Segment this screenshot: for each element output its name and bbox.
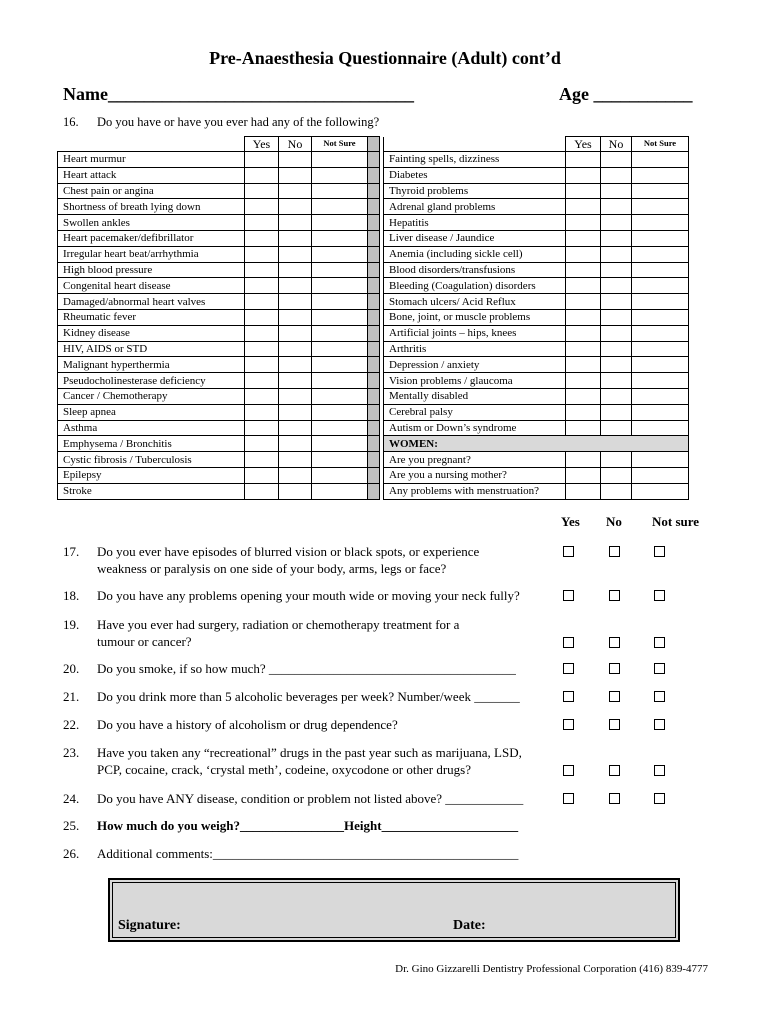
answer-checkbox-cell[interactable]	[279, 436, 312, 452]
answer-checkbox-cell[interactable]	[601, 404, 632, 420]
answer-checkbox-cell[interactable]	[312, 388, 368, 404]
weight-height-field[interactable]: How much do you weigh?________________Height_____________________	[97, 818, 519, 833]
answer-checkbox-cell[interactable]	[245, 436, 279, 452]
question-text: Do you have a history of alcoholism or drug dependence?	[97, 717, 398, 732]
not-sure-column-header: Not sure	[652, 514, 700, 529]
no-column-header: No	[606, 514, 622, 529]
table-row	[58, 357, 689, 373]
table-row	[58, 420, 689, 436]
answer-checkbox-cell[interactable]	[245, 246, 279, 262]
answer-checkbox-cell[interactable]	[279, 262, 312, 278]
condition-label: Autism or Down’s syndrome	[384, 420, 566, 436]
answer-checkbox-cell[interactable]	[312, 309, 368, 325]
answer-checkbox-cell[interactable]	[566, 167, 601, 183]
answer-checkbox-cell[interactable]	[632, 388, 689, 404]
condition-label: Blood disorders/transfusions	[384, 262, 566, 278]
page-title: Pre-Anaesthesia Questionnaire (Adult) cont’d	[209, 48, 561, 68]
table-row	[58, 199, 689, 215]
answer-checkbox-cell[interactable]	[245, 262, 279, 278]
answer-checkbox-cell[interactable]	[245, 341, 279, 357]
age-field[interactable]: Age ___________	[559, 84, 693, 104]
table-divider	[368, 199, 380, 215]
no-checkbox[interactable]	[609, 719, 620, 730]
answer-checkbox-cell[interactable]	[601, 373, 632, 389]
answer-checkbox-cell[interactable]	[312, 341, 368, 357]
answer-checkbox-cell[interactable]	[632, 183, 689, 199]
not-sure-checkbox[interactable]	[654, 691, 665, 702]
table-header-cell	[58, 137, 245, 152]
answer-checkbox-cell[interactable]	[566, 246, 601, 262]
answer-checkbox-cell[interactable]	[632, 230, 689, 246]
table-row	[58, 230, 689, 246]
table-row	[58, 215, 689, 231]
date-label: Date:	[453, 918, 486, 933]
answer-checkbox-cell[interactable]	[601, 341, 632, 357]
answer-checkbox-cell[interactable]	[245, 467, 279, 483]
answer-checkbox-cell[interactable]	[312, 467, 368, 483]
condition-label: Depression / anxiety	[384, 357, 566, 373]
condition-label: Stomach ulcers/ Acid Reflux	[384, 294, 566, 310]
table-row	[58, 152, 689, 168]
question-number: 26.	[63, 846, 80, 861]
question-number: 18.	[63, 588, 80, 603]
answer-checkbox-cell[interactable]	[632, 278, 689, 294]
answer-checkbox-cell[interactable]	[245, 420, 279, 436]
answer-checkbox-cell[interactable]	[312, 278, 368, 294]
footer-text: Dr. Gino Gizzarelli Dentistry Professional Corporation (416) 839-4777	[395, 963, 708, 975]
condition-label: Heart murmur	[58, 152, 245, 168]
no-checkbox[interactable]	[609, 637, 620, 648]
answer-checkbox-cell[interactable]	[632, 325, 689, 341]
answer-checkbox-cell[interactable]	[566, 341, 601, 357]
not-sure-checkbox[interactable]	[654, 590, 665, 601]
table-divider	[368, 325, 380, 341]
answer-checkbox-cell[interactable]	[566, 183, 601, 199]
answer-checkbox-cell[interactable]	[312, 246, 368, 262]
answer-checkbox-cell[interactable]	[312, 452, 368, 468]
answer-checkbox-cell[interactable]	[632, 420, 689, 436]
answer-checkbox-cell[interactable]	[279, 325, 312, 341]
condition-label: Anemia (including sickle cell)	[384, 246, 566, 262]
yes-checkbox[interactable]	[563, 691, 574, 702]
answer-checkbox-cell[interactable]	[632, 452, 689, 468]
condition-label: Rheumatic fever	[58, 309, 245, 325]
answer-checkbox-cell[interactable]	[632, 294, 689, 310]
condition-label: Swollen ankles	[58, 215, 245, 231]
answer-checkbox-cell[interactable]	[312, 230, 368, 246]
condition-label: Fainting spells, dizziness	[384, 152, 566, 168]
answer-checkbox-cell[interactable]	[312, 436, 368, 452]
answer-checkbox-cell[interactable]	[632, 199, 689, 215]
condition-label: Epilepsy	[58, 467, 245, 483]
answer-checkbox-cell[interactable]	[312, 152, 368, 168]
table-row	[58, 388, 689, 404]
not-sure-checkbox[interactable]	[654, 637, 665, 648]
not-sure-checkbox[interactable]	[654, 793, 665, 804]
table-row	[58, 341, 689, 357]
answer-checkbox-cell[interactable]	[601, 388, 632, 404]
condition-label: HIV, AIDS or STD	[58, 341, 245, 357]
condition-label: Kidney disease	[58, 325, 245, 341]
column-header: Not Sure	[632, 137, 689, 152]
answer-checkbox-cell[interactable]	[245, 183, 279, 199]
answer-checkbox-cell[interactable]	[566, 262, 601, 278]
condition-label: Liver disease / Jaundice	[384, 230, 566, 246]
answer-checkbox-cell[interactable]	[566, 325, 601, 341]
answer-checkbox-cell[interactable]	[279, 420, 312, 436]
answer-checkbox-cell[interactable]	[601, 278, 632, 294]
answer-checkbox-cell[interactable]	[312, 183, 368, 199]
name-field[interactable]: Name__________________________________	[63, 84, 414, 104]
answer-checkbox-cell[interactable]	[279, 483, 312, 499]
answer-checkbox-cell[interactable]	[566, 230, 601, 246]
question-text: Have you ever had surgery, radiation or chemotherapy treatment for a	[97, 617, 460, 632]
yes-column-header: Yes	[561, 514, 580, 529]
answer-checkbox-cell[interactable]	[566, 357, 601, 373]
answer-checkbox-cell[interactable]	[601, 246, 632, 262]
question-text: Do you have any problems opening your mouth wide or moving your neck fully?	[97, 588, 520, 603]
answer-checkbox-cell[interactable]	[632, 167, 689, 183]
condition-label: Any problems with menstruation?	[384, 483, 566, 499]
answer-checkbox-cell[interactable]	[245, 278, 279, 294]
question-text: Do you ever have episodes of blurred vision or black spots, or experience	[97, 544, 480, 559]
answer-checkbox-cell[interactable]	[312, 215, 368, 231]
answer-checkbox-cell[interactable]	[601, 152, 632, 168]
not-sure-checkbox[interactable]	[654, 719, 665, 730]
condition-label: Are you pregnant?	[384, 452, 566, 468]
answer-checkbox-cell[interactable]	[245, 483, 279, 499]
answer-checkbox-cell[interactable]	[632, 152, 689, 168]
table-divider	[368, 278, 380, 294]
answer-checkbox-cell[interactable]	[601, 167, 632, 183]
condition-label: Chest pain or angina	[58, 183, 245, 199]
answer-checkbox-cell[interactable]	[312, 167, 368, 183]
condition-label: Sleep apnea	[58, 404, 245, 420]
answer-checkbox-cell[interactable]	[245, 357, 279, 373]
answer-checkbox-cell[interactable]	[601, 467, 632, 483]
answer-checkbox-cell[interactable]	[312, 420, 368, 436]
condition-label: Heart attack	[58, 167, 245, 183]
answer-checkbox-cell[interactable]	[279, 341, 312, 357]
signature-label: Signature:	[118, 918, 181, 933]
answer-checkbox-cell[interactable]	[245, 167, 279, 183]
question-number: 20.	[63, 661, 80, 676]
table-divider	[368, 230, 380, 246]
table-divider	[368, 215, 380, 231]
condition-label: Cerebral palsy	[384, 404, 566, 420]
condition-label: WOMEN:	[384, 436, 689, 452]
answer-checkbox-cell[interactable]	[632, 262, 689, 278]
condition-label: Cystic fibrosis / Tuberculosis	[58, 452, 245, 468]
table-divider	[368, 183, 380, 199]
answer-checkbox-cell[interactable]	[566, 467, 601, 483]
column-header: No	[601, 137, 632, 152]
table-divider	[368, 373, 380, 389]
table-row	[58, 309, 689, 325]
table-row	[58, 325, 689, 341]
column-header: Yes	[245, 137, 279, 152]
answer-checkbox-cell[interactable]	[632, 467, 689, 483]
answer-checkbox-cell[interactable]	[632, 404, 689, 420]
answer-checkbox-cell[interactable]	[632, 357, 689, 373]
answer-checkbox-cell[interactable]	[312, 404, 368, 420]
answer-checkbox-cell[interactable]	[245, 452, 279, 468]
question-number: 16.	[63, 115, 79, 129]
condition-label: Stroke	[58, 483, 245, 499]
additional-comments-field[interactable]: Additional comments:_______________________________________________	[97, 846, 519, 861]
answer-checkbox-cell[interactable]	[279, 467, 312, 483]
yes-checkbox[interactable]	[563, 765, 574, 776]
question-number: 24.	[63, 791, 80, 806]
table-divider	[368, 388, 380, 404]
question-number: 23.	[63, 745, 80, 760]
answer-checkbox-cell[interactable]	[312, 357, 368, 373]
answer-checkbox-cell[interactable]	[601, 325, 632, 341]
answer-checkbox-cell[interactable]	[279, 373, 312, 389]
question-text: Do you drink more than 5 alcoholic beverages per week? Number/week _______	[97, 689, 520, 704]
answer-checkbox-cell[interactable]	[245, 309, 279, 325]
table-divider	[368, 294, 380, 310]
table-divider	[368, 246, 380, 262]
answer-checkbox-cell[interactable]	[601, 183, 632, 199]
condition-label: Are you a nursing mother?	[384, 467, 566, 483]
answer-checkbox-cell[interactable]	[279, 183, 312, 199]
condition-label: Heart pacemaker/defibrillator	[58, 230, 245, 246]
no-checkbox[interactable]	[609, 691, 620, 702]
answer-checkbox-cell[interactable]	[312, 294, 368, 310]
question-text: PCP, cocaine, crack, ‘crystal meth’, codeine, oxycodone or other drugs?	[97, 762, 471, 777]
yes-checkbox[interactable]	[563, 546, 574, 557]
answer-checkbox-cell[interactable]	[245, 388, 279, 404]
no-checkbox[interactable]	[609, 590, 620, 601]
yes-checkbox[interactable]	[563, 663, 574, 674]
answer-checkbox-cell[interactable]	[245, 325, 279, 341]
answer-checkbox-cell[interactable]	[632, 215, 689, 231]
condition-label: Emphysema / Bronchitis	[58, 436, 245, 452]
condition-label: Pseudocholinesterase deficiency	[58, 373, 245, 389]
condition-label: Thyroid problems	[384, 183, 566, 199]
answer-checkbox-cell[interactable]	[632, 373, 689, 389]
table-divider	[368, 483, 380, 499]
column-header: Not Sure	[312, 137, 368, 152]
table-row	[58, 436, 689, 452]
answer-checkbox-cell[interactable]	[245, 373, 279, 389]
table-divider	[368, 404, 380, 420]
answer-checkbox-cell[interactable]	[279, 452, 312, 468]
table-divider	[368, 357, 380, 373]
answer-checkbox-cell[interactable]	[245, 152, 279, 168]
condition-label: Congenital heart disease	[58, 278, 245, 294]
answer-checkbox-cell[interactable]	[601, 230, 632, 246]
answer-checkbox-cell[interactable]	[279, 215, 312, 231]
question-number: 17.	[63, 544, 80, 559]
answer-checkbox-cell[interactable]	[279, 278, 312, 294]
condition-label: Bone, joint, or muscle problems	[384, 309, 566, 325]
signature-box[interactable]	[108, 878, 680, 942]
table-divider	[368, 452, 380, 468]
answer-checkbox-cell[interactable]	[312, 262, 368, 278]
answer-checkbox-cell[interactable]	[566, 373, 601, 389]
answer-checkbox-cell[interactable]	[632, 341, 689, 357]
answer-checkbox-cell[interactable]	[601, 199, 632, 215]
answer-checkbox-cell[interactable]	[601, 420, 632, 436]
condition-label: Malignant hyperthermia	[58, 357, 245, 373]
no-checkbox[interactable]	[609, 793, 620, 804]
table-divider	[368, 436, 380, 452]
table-row	[58, 183, 689, 199]
answer-checkbox-cell[interactable]	[279, 294, 312, 310]
table-row	[58, 452, 689, 468]
table-row	[58, 483, 689, 499]
answer-checkbox-cell[interactable]	[279, 230, 312, 246]
answer-checkbox-cell[interactable]	[279, 309, 312, 325]
table-row	[58, 404, 689, 420]
answer-checkbox-cell[interactable]	[279, 152, 312, 168]
answer-checkbox-cell[interactable]	[632, 309, 689, 325]
answer-checkbox-cell[interactable]	[566, 483, 601, 499]
not-sure-checkbox[interactable]	[654, 546, 665, 557]
condition-label: Diabetes	[384, 167, 566, 183]
table-header-cell	[384, 137, 566, 152]
answer-checkbox-cell[interactable]	[566, 294, 601, 310]
question-text: Do you have ANY disease, condition or problem not listed above? ____________	[97, 791, 524, 806]
condition-label: Adrenal gland problems	[384, 199, 566, 215]
condition-label: Bleeding (Coagulation) disorders	[384, 278, 566, 294]
table-row	[58, 167, 689, 183]
answer-checkbox-cell[interactable]	[566, 452, 601, 468]
condition-label: Mentally disabled	[384, 388, 566, 404]
answer-checkbox-cell[interactable]	[279, 167, 312, 183]
yes-checkbox[interactable]	[563, 637, 574, 648]
not-sure-checkbox[interactable]	[654, 765, 665, 776]
answer-checkbox-cell[interactable]	[245, 294, 279, 310]
answer-checkbox-cell[interactable]	[279, 246, 312, 262]
no-checkbox[interactable]	[609, 663, 620, 674]
answer-checkbox-cell[interactable]	[566, 199, 601, 215]
answer-checkbox-cell[interactable]	[279, 388, 312, 404]
table-divider	[368, 467, 380, 483]
table-divider	[368, 137, 380, 152]
answer-checkbox-cell[interactable]	[601, 262, 632, 278]
answer-checkbox-cell[interactable]	[245, 404, 279, 420]
yes-checkbox[interactable]	[563, 793, 574, 804]
condition-label: Arthritis	[384, 341, 566, 357]
table-row	[58, 373, 689, 389]
question-number: 22.	[63, 717, 80, 732]
table-divider	[368, 420, 380, 436]
condition-label: High blood pressure	[58, 262, 245, 278]
answer-checkbox-cell[interactable]	[601, 215, 632, 231]
table-row	[58, 278, 689, 294]
answer-checkbox-cell[interactable]	[566, 388, 601, 404]
answer-checkbox-cell[interactable]	[566, 420, 601, 436]
answer-checkbox-cell[interactable]	[312, 199, 368, 215]
answer-checkbox-cell[interactable]	[245, 199, 279, 215]
question-text: Do you have or have you ever had any of the following?	[97, 115, 380, 129]
answer-checkbox-cell[interactable]	[245, 215, 279, 231]
table-row	[58, 467, 689, 483]
condition-label: Shortness of breath lying down	[58, 199, 245, 215]
answer-checkbox-cell[interactable]	[601, 452, 632, 468]
answer-checkbox-cell[interactable]	[601, 309, 632, 325]
table-row	[58, 262, 689, 278]
answer-checkbox-cell[interactable]	[279, 357, 312, 373]
answer-checkbox-cell[interactable]	[566, 215, 601, 231]
table-row	[58, 294, 689, 310]
conditions-table	[57, 136, 689, 500]
question-number: 19.	[63, 617, 80, 632]
condition-label: Artificial joints – hips, knees	[384, 325, 566, 341]
condition-label: Asthma	[58, 420, 245, 436]
answer-checkbox-cell[interactable]	[279, 199, 312, 215]
table-row	[58, 246, 689, 262]
answer-checkbox-cell[interactable]	[279, 404, 312, 420]
question-text: Have you taken any “recreational” drugs in the past year such as marijuana, LSD,	[97, 745, 522, 760]
answer-checkbox-cell[interactable]	[601, 483, 632, 499]
answer-checkbox-cell[interactable]	[566, 309, 601, 325]
table-divider	[368, 167, 380, 183]
condition-label: Cancer / Chemotherapy	[58, 388, 245, 404]
column-header: Yes	[566, 137, 601, 152]
table-divider	[368, 341, 380, 357]
question-number: 25.	[63, 818, 80, 833]
no-checkbox[interactable]	[609, 546, 620, 557]
question-number: 21.	[63, 689, 80, 704]
condition-label: Irregular heart beat/arrhythmia	[58, 246, 245, 262]
answer-checkbox-cell[interactable]	[601, 357, 632, 373]
answer-checkbox-cell[interactable]	[245, 230, 279, 246]
answer-checkbox-cell[interactable]	[312, 373, 368, 389]
column-header: No	[279, 137, 312, 152]
no-checkbox[interactable]	[609, 765, 620, 776]
answer-checkbox-cell[interactable]	[566, 152, 601, 168]
table-divider	[368, 262, 380, 278]
condition-label: Vision problems / glaucoma	[384, 373, 566, 389]
condition-label: Hepatitis	[384, 215, 566, 231]
table-divider	[368, 309, 380, 325]
answer-checkbox-cell[interactable]	[566, 404, 601, 420]
not-sure-checkbox[interactable]	[654, 663, 665, 674]
answer-checkbox-cell[interactable]	[312, 325, 368, 341]
question-text: weakness or paralysis on one side of your body, arms, legs or face?	[97, 561, 447, 576]
answer-checkbox-cell[interactable]	[566, 278, 601, 294]
yes-checkbox[interactable]	[563, 590, 574, 601]
condition-label: Damaged/abnormal heart valves	[58, 294, 245, 310]
answer-checkbox-cell[interactable]	[312, 483, 368, 499]
answer-checkbox-cell[interactable]	[632, 246, 689, 262]
question-text: Do you smoke, if so how much? ______________________________________	[97, 661, 516, 676]
question-text: tumour or cancer?	[97, 634, 192, 649]
yes-checkbox[interactable]	[563, 719, 574, 730]
table-divider	[368, 152, 380, 168]
answer-checkbox-cell[interactable]	[632, 483, 689, 499]
answer-checkbox-cell[interactable]	[601, 294, 632, 310]
